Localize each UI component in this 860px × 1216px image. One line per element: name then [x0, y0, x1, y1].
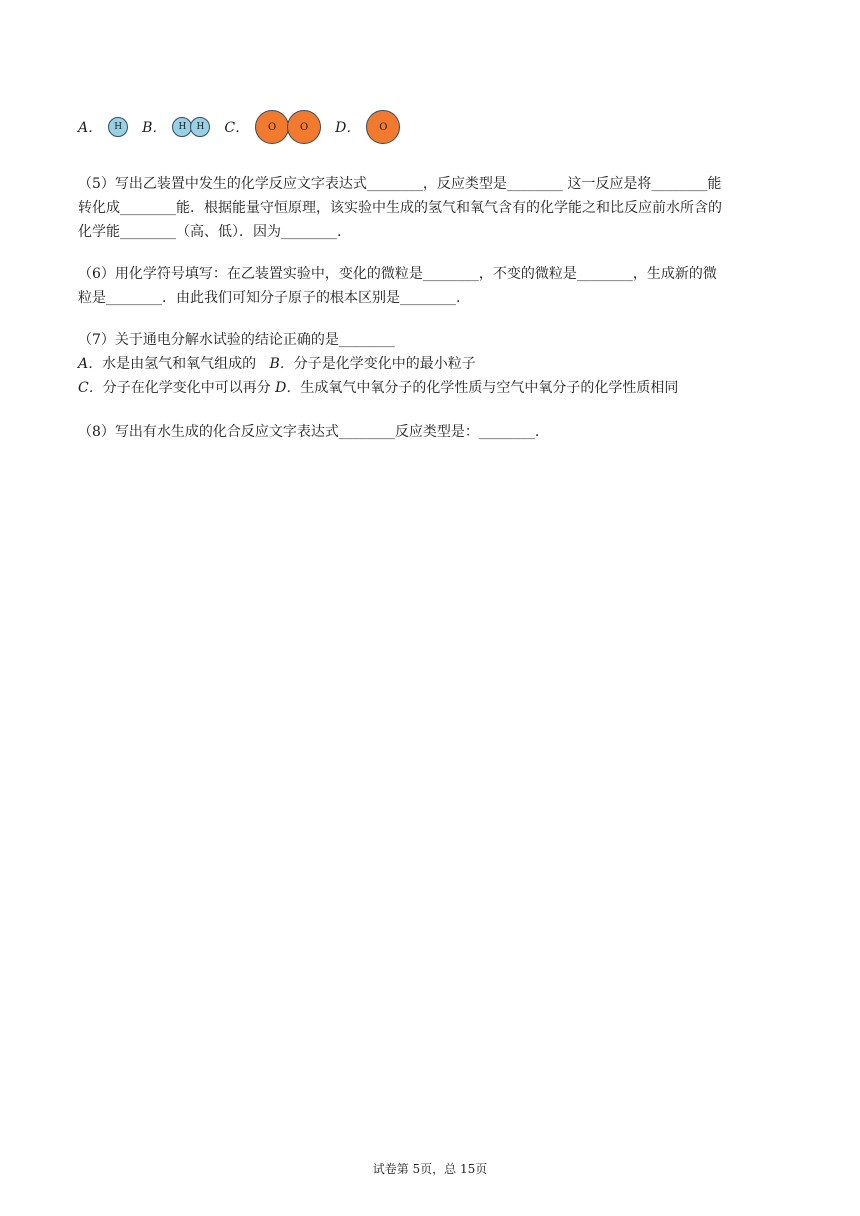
option-c-label: C．	[224, 120, 250, 136]
question-7-options-ab	[78, 352, 778, 376]
option-c-text: 分子在化学变化中可以再分	[102, 380, 276, 396]
oxygen-atom-icon: O	[287, 110, 321, 144]
option-a-letter: A．	[78, 356, 103, 372]
hydrogen-atom-icon: H	[108, 117, 128, 137]
option-a-text: 水是由氢气和氧气组成的	[102, 356, 270, 372]
option-d	[335, 110, 400, 144]
option-d-letter: D．	[275, 380, 301, 396]
option-b-text: 分子是化学变化中的最小粒子	[293, 356, 476, 372]
question-6	[78, 262, 778, 310]
option-c-molecule	[255, 110, 321, 144]
question-8	[78, 420, 778, 444]
option-d-molecule	[366, 110, 400, 144]
option-d-text: 生成氧气中氧分子的化学性质与空气中氧分子的化学性质相同	[300, 380, 679, 396]
option-d-label: D．	[335, 120, 361, 136]
hydrogen-atom-icon: H	[190, 117, 210, 137]
oxygen-atom-icon: O	[255, 110, 289, 144]
option-b	[142, 117, 210, 137]
answer-options-row	[78, 108, 414, 146]
option-b-molecule	[172, 117, 210, 137]
option-c-letter: C．	[78, 380, 103, 396]
question-5-line-3: 化学能________（高、低）．因为________.	[78, 224, 342, 240]
option-c	[224, 110, 321, 144]
option-b-label: B．	[142, 120, 167, 136]
page-footer: 试卷第 5页，总 15页	[372, 1162, 488, 1176]
hydrogen-atom-icon: H	[172, 117, 192, 137]
option-a-label: A．	[78, 120, 103, 136]
option-a-molecule	[108, 117, 128, 137]
option-a	[78, 117, 128, 137]
question-7	[78, 328, 778, 400]
question-5-line-2: 转化成________能．根据能量守恒原理，该实验中生成的氢气和氧气含有的化学能之和比反应前水所含的	[78, 200, 722, 216]
option-b-letter: B．	[269, 356, 294, 372]
question-7-stem: （7）关于通电分解水试验的结论正确的是________	[78, 332, 395, 348]
question-5	[78, 172, 778, 244]
question-6-line-1: （6）用化学符号填写：在乙装置实验中，变化的微粒是________，不变的微粒是________，生成新的微	[78, 266, 717, 282]
question-7-options-cd	[78, 376, 778, 400]
question-5-line-1: （5）写出乙装置中发生的化学反应文字表达式________，反应类型是________ 这一反应是将________能	[78, 176, 722, 192]
oxygen-atom-icon: O	[366, 110, 400, 144]
question-8-line-1: （8）写出有水生成的化合反应文字表达式________反应类型是：________.	[78, 424, 540, 440]
question-6-line-2: 粒是________．由此我们可知分子原子的根本区别是________.	[78, 290, 461, 306]
